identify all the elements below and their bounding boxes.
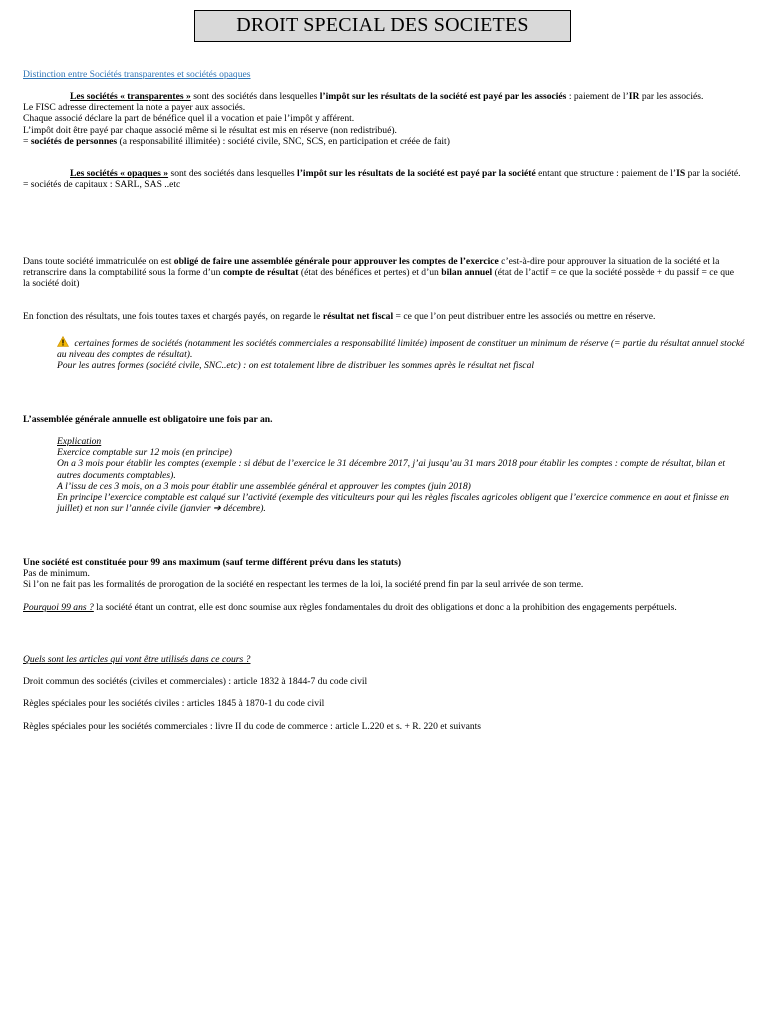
page-title: DROIT SPECIAL DES SOCIETES [194,10,571,42]
warning-icon [57,336,69,347]
explication-block: Explication Exercice comptable sur 12 mois (en principe) On a 3 mois pour établir les comptes (exemple : si début de l’exercice le 31 décembre 2017, j’ai jusqu’au 31 mars 2018 pour établir les comptes : compte de résultat, bilan et autres documents comptables). A l’issu de ces 3 mois, on a 3 mois pour établir une assemblée général et approuver les comptes (juin 2018) En principe l’exercice comptable est calqué sur l’activité (exemple des viticulteurs pour qui les règles fiscales agricoles obligent que l’exercice commence en aout et finisse en juillet) et non sur l’année civile (janvier ➔ décembre). [57,436,729,515]
duree-heading: Une société est constituée pour 99 ans maximum (sauf terme différent prévu dans les statuts) [23,557,402,568]
annual-assembly-section [23,414,743,425]
duree-section: Une société est constituée pour 99 ans maximum (sauf terme différent prévu dans les statuts) Pas de minimum. Si l’on ne fait pas les formalités de prorogation de la société en respectant les termes de la loi, la société prend fin par la seul arrivée de son terme. Pourquoi 99 ans ? la société étant un contrat, elle est donc soumise aux règles fondamentales du droit des obligations et donc a la prohibition des engagements perpétuels. [23,557,743,613]
section-link [23,69,743,80]
articles-section: Quels sont les articles qui vont être utilisés dans ce cours ? Droit commun des sociétés (civiles et commerciales) : article 1832 à 1844-7 du code civil Règles spéciales pour les sociétés civiles : articles 1845 à 1870-1 du code civil Règles spéciales pour les sociétés commerciales : livre II du code de commerce : article L.220 et s. + R. 220 et suivants [23,654,743,732]
assemblee-paragraph: Dans toute société immatriculée on est obligé de faire une assemblée générale pour approuver les comptes de l’exercice c’est-à-dire pour approuver la situation de la société et la retranscrire dans la comptabilité sous la forme d’un compte de résultat (état des bénéfices et pertes) et d’un bilan annuel (état de l’actif = ce que la société possède + du passif = ce que la société doit) [23,256,735,290]
articles-question: Quels sont les articles qui vont être utilisés dans ce cours ? [23,654,251,665]
annual-heading: L’assemblée générale annuelle est obligatoire une fois par an. [23,414,273,425]
distinction-link[interactable]: Distinction entre Sociétés transparentes et sociétés opaques [23,69,251,80]
transparent-label: Les sociétés « transparentes » [70,91,191,102]
opaque-label: Les sociétés « opaques » [70,168,169,179]
opaque-section: Les sociétés « opaques » sont des sociétés dans lesquelles l’impôt sur les résultats de la société est payé par la société entant que structure : paiement de l’IS par la société. = sociétés de capitaux : SARL, SAS ..etc [23,168,741,191]
warning-note: certaines formes de sociétés (notamment les sociétés commerciales a responsabilité limitée) imposent de constituer un minimum de réserve (= partie du résultat annuel stocké au niveau des comptes de résultat). Pour les autres formes (société civile, SNC..etc) : on est totalement libre de distribuer les sommes après le résultat net fiscal [57,338,745,372]
transparent-section: Les sociétés « transparentes » sont des sociétés dans lesquelles l’impôt sur les résultats de la société est payé par les associés : paiement de l’IR par les associés. Le FISC adresse directement la note a payer aux associés. Chaque associé déclare la part de bénéfice quel il a vocation et paie l’impôt y afférent. L’impôt doit être payé par chaque associé même si le résultat est mis en réserve (non redistribué). = sociétés de personnes (a responsabilité illimitée) : société civile, SNC, SCS, en participation et créée de fait) [23,91,704,147]
resultat-paragraph: En fonction des résultats, une fois toutes taxes et chargés payés, on regarde le résultat net fiscal = ce que l’on peut distribuer entre les associés ou mettre en réserve. [23,311,656,322]
